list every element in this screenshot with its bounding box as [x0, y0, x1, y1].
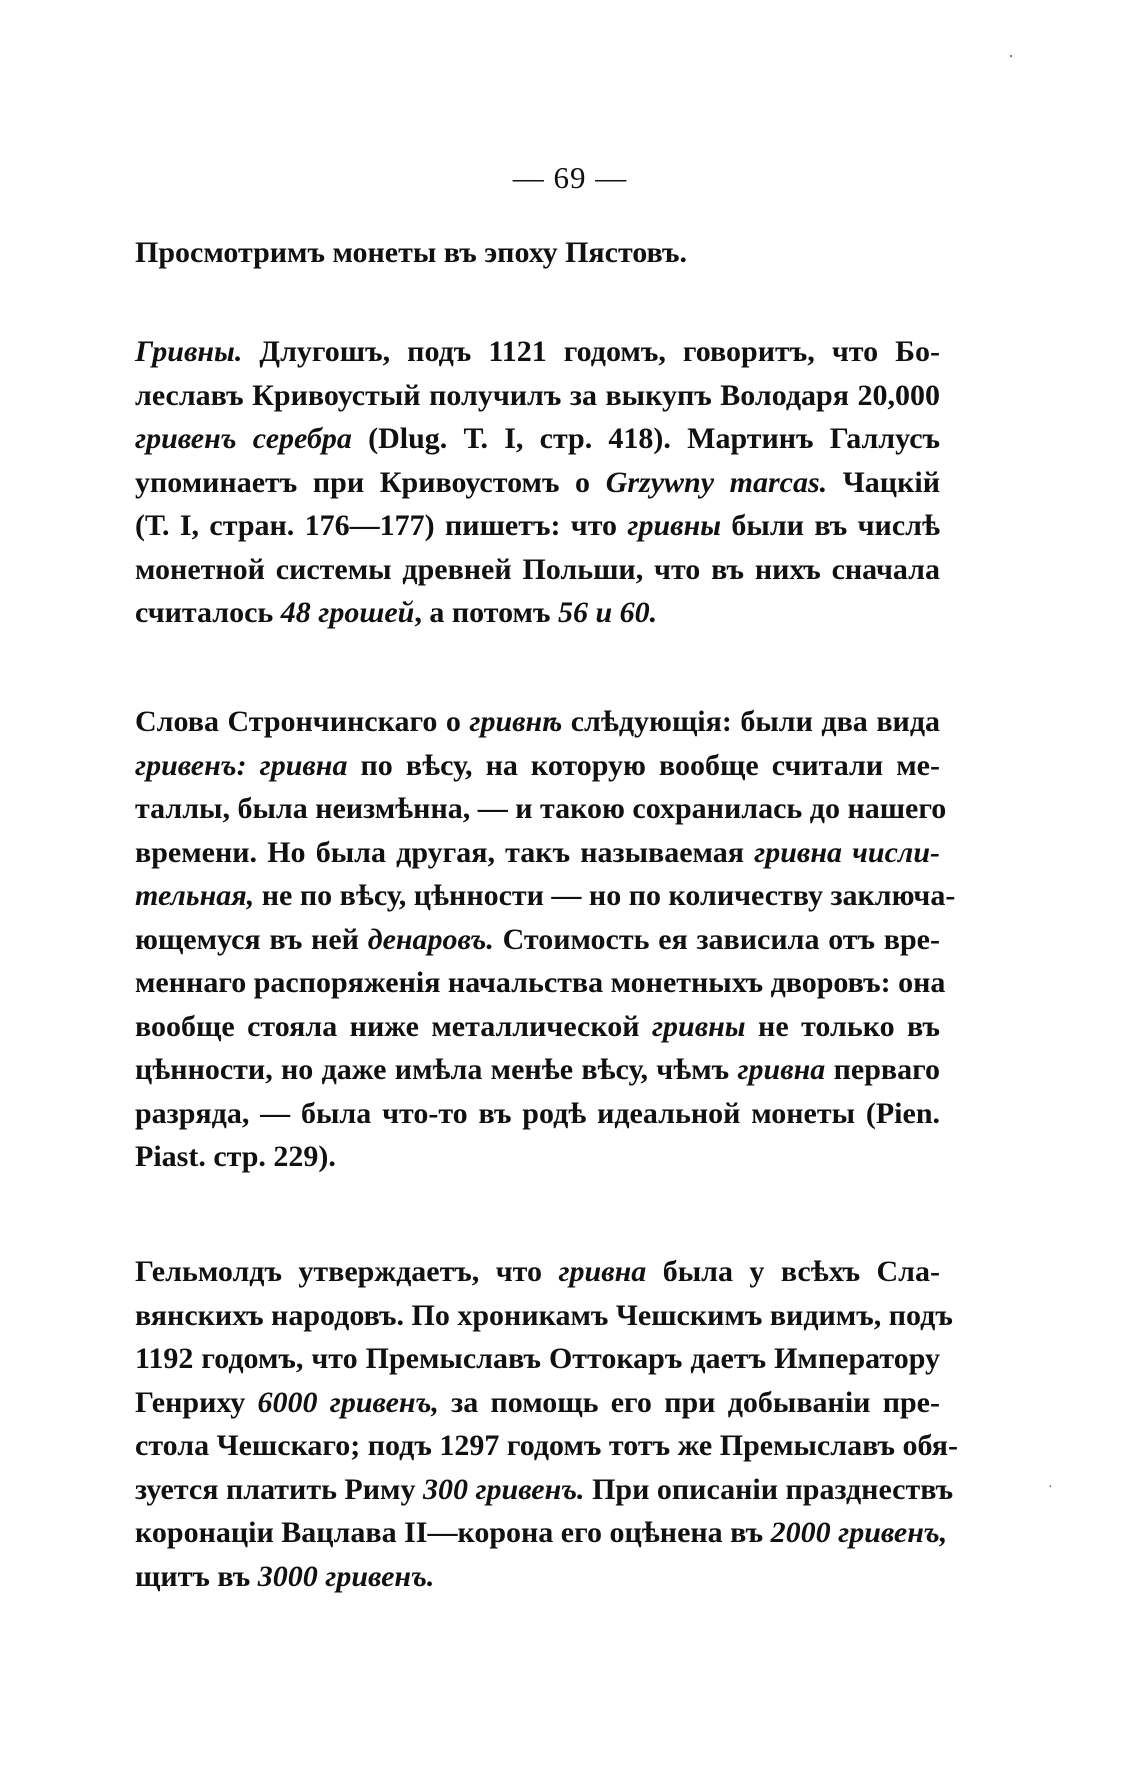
- text-run: Стоимость ея зависила отъ вре-: [493, 922, 940, 956]
- text-line: [135, 1250, 940, 1294]
- text-run: стола Чешскаго; подъ 1297 годомъ тотъ же Премыславъ обя-: [135, 1429, 958, 1462]
- text-line: [135, 461, 940, 505]
- heading-text: Просмотримъ монеты въ эпоху Пястовъ.: [135, 236, 687, 269]
- italic-run: 3000 гривенъ.: [257, 1559, 435, 1593]
- text-run: не по вѣсу, цѣнности — но по количеству заключа-: [254, 879, 956, 912]
- page-number: — 69 —: [512, 160, 628, 195]
- text-line: [135, 1337, 940, 1381]
- text-run: Слова Стрончинскаго о: [135, 705, 470, 738]
- text-run: цѣнности, но даже имѣла менѣе вѣсу, чѣмъ: [135, 1053, 738, 1086]
- italic-run: 300 гривенъ.: [422, 1472, 585, 1506]
- text-line: [135, 374, 940, 418]
- text-run: Генриху: [135, 1385, 258, 1419]
- text-line: [135, 1424, 958, 1468]
- italic-run: гривны: [627, 509, 722, 542]
- text-line: [135, 1294, 953, 1338]
- text-line: [135, 874, 956, 918]
- text-line: [135, 591, 940, 635]
- italic-run: гривенъ: гривна: [135, 748, 348, 782]
- text-run: не только въ: [745, 1009, 940, 1043]
- italic-run: денаровъ.: [367, 922, 494, 956]
- text-run: меннаго распоряженія начальства монетныхъ дворовъ: она: [135, 966, 946, 999]
- scan-speck: ⸼: [1010, 43, 1014, 58]
- text-line: [135, 1468, 954, 1512]
- italic-run: гривна: [737, 1053, 826, 1086]
- text-line: [135, 1555, 940, 1599]
- italic-run: гривенъ серебра: [135, 422, 352, 455]
- italic-run: гривна числи-: [754, 835, 940, 869]
- text-line: [135, 548, 940, 592]
- text-run: При описаніи празднествъ: [584, 1472, 954, 1506]
- italic-run: гривны: [651, 1009, 746, 1043]
- italic-run: 48 грошей: [280, 596, 415, 629]
- text-run: зуется платить Риму: [135, 1472, 423, 1506]
- text-line: [135, 1048, 940, 1092]
- italic-run: гривна: [558, 1255, 647, 1288]
- text-run: слѣдующія: были два вида: [562, 705, 940, 738]
- paragraph-1: [135, 330, 940, 635]
- text-run: 1192 годомъ, что Премыславъ Оттокаръ даетъ Императору: [135, 1342, 940, 1375]
- italic-run: 2000 гривенъ,: [770, 1516, 948, 1549]
- text-run: таллы, была неизмѣнна, — и такою сохранилась до нашего: [135, 792, 947, 825]
- heading: [135, 231, 940, 275]
- italic-run: Grzywny marcas.: [605, 465, 828, 499]
- text-run: (Dlug. Т. I, стр. 418). Мартинъ Галлусъ: [351, 422, 941, 455]
- text-line: [135, 1511, 948, 1555]
- text-line: [135, 787, 947, 831]
- text-line: [135, 417, 940, 461]
- text-line: [135, 831, 940, 875]
- text-run: разряда, — была что-то въ родѣ идеальной монеты (Pien.: [135, 1096, 940, 1130]
- text-run: перваго: [825, 1053, 940, 1086]
- text-run: щитъ въ: [135, 1559, 258, 1593]
- text-run: , а потомъ: [414, 596, 558, 629]
- text-line: [135, 1092, 940, 1136]
- text-run: вянскихъ народовъ. По хроникамъ Чешскимъ видимъ, подъ: [135, 1298, 953, 1332]
- text-run: Длугошъ, подъ 1121 годомъ, говоритъ, что Бо-: [242, 335, 940, 368]
- paragraph-3: [135, 1250, 958, 1598]
- italic-run: 6000 гривенъ,: [257, 1385, 439, 1419]
- italic-run: 56 и 60.: [557, 596, 658, 629]
- italic-run: гривнѣ: [469, 705, 563, 738]
- text-run: Чацкій: [827, 465, 940, 499]
- text-line: [135, 504, 940, 548]
- text-line: [135, 961, 946, 1005]
- text-run: за помощь его при добываніи пре-: [438, 1385, 940, 1419]
- text-line: [135, 1005, 940, 1049]
- text-run: монетной системы древней Польши, что въ нихъ сначала: [135, 552, 940, 586]
- italic-run: тельная,: [135, 879, 255, 912]
- text-run: упоминаетъ при Кривоустомъ о: [135, 465, 606, 499]
- text-run: Гельмолдъ утверждаетъ, что: [135, 1255, 559, 1288]
- text-line: [135, 1381, 940, 1425]
- paragraph-2: [135, 700, 956, 1179]
- text-run: ющемуся въ ней: [135, 922, 368, 956]
- text-run: Piast. стр. 229).: [135, 1140, 336, 1173]
- text-run: по вѣсу, на которую вообще считали ме-: [347, 748, 940, 782]
- text-run: (Т. I, стран. 176—177) пишетъ: что: [135, 509, 628, 542]
- text-run: считалось: [135, 596, 281, 629]
- text-line: [135, 744, 940, 788]
- text-line: [135, 918, 940, 962]
- text-run: коронаціи Вацлава II—корона его оцѣнена въ: [135, 1516, 771, 1549]
- text-line: [135, 330, 940, 374]
- italic-run: Гривны.: [135, 335, 243, 368]
- text-run: вообще стояла ниже металлической: [135, 1009, 652, 1043]
- text-run: была у всѣхъ Сла-: [646, 1255, 940, 1288]
- text-run: были въ числѣ: [721, 509, 940, 542]
- text-run: леславъ Кривоустый получилъ за выкупъ Володаря 20,000: [135, 378, 940, 412]
- text-line: [135, 700, 940, 744]
- scan-speck: ·: [1048, 1480, 1053, 1495]
- text-line: [135, 1135, 940, 1179]
- text-run: времени. Но была другая, такъ называемая: [135, 835, 755, 869]
